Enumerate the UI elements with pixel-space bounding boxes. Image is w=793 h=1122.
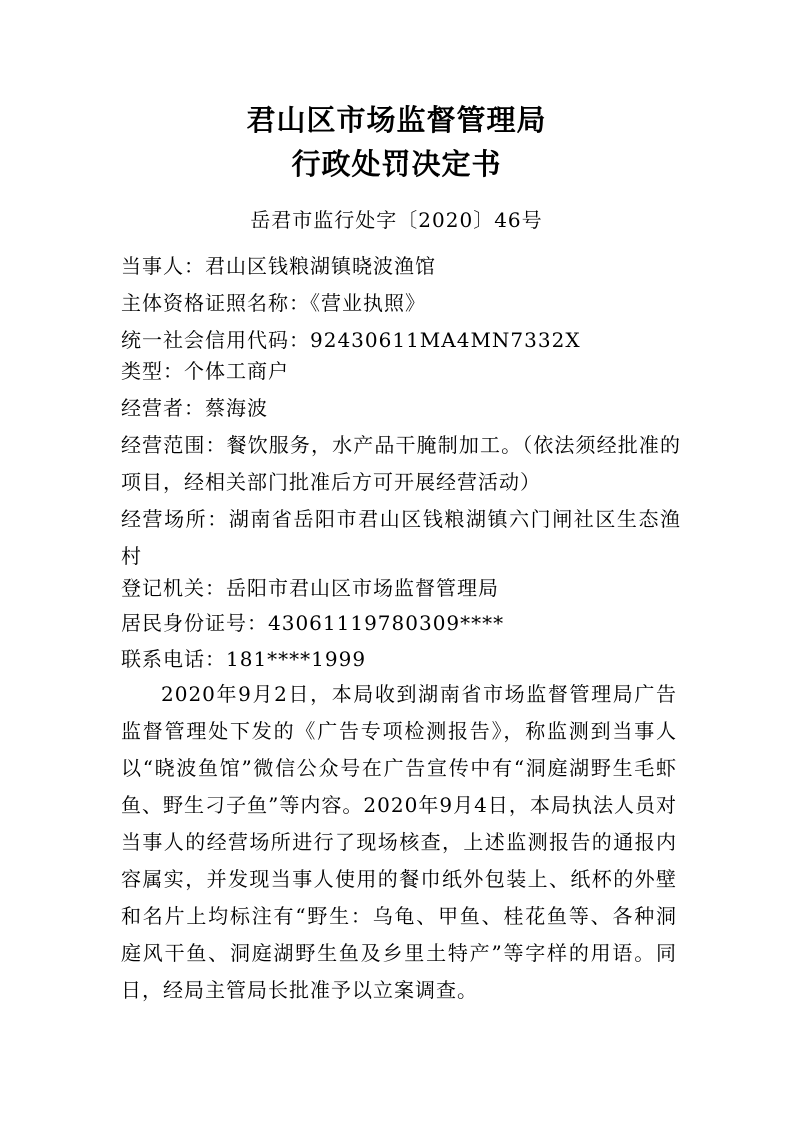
field-id-number-value: 43061119780309**** — [268, 611, 505, 635]
field-party — [121, 248, 681, 285]
field-operator-value: 蔡海波 — [205, 396, 268, 420]
field-phone-label: 联系电话： — [121, 647, 226, 671]
field-type-value: 个体工商户 — [184, 359, 289, 383]
field-party-value: 君山区钱粮湖镇晓波渔馆 — [205, 254, 436, 278]
field-business-scope-value: 餐饮服务，水产品干腌制加工。（依法须经批准的项目，经相关部门批准后方可开展经营活动） — [121, 433, 682, 494]
field-phone-value: 181****1999 — [226, 647, 367, 671]
field-credit-code-label: 统一社会信用代码： — [121, 328, 310, 352]
document-title-type: 行政处罚决定书 — [291, 147, 502, 181]
field-license-name-value: 《营业执照》 — [310, 291, 426, 315]
field-registration-authority — [121, 570, 681, 607]
field-business-place-value: 湖南省岳阳市君山区钱粮湖镇六门闸社区生态渔村 — [121, 507, 682, 568]
field-business-place — [121, 501, 681, 575]
field-id-number-label: 居民身份证号： — [121, 611, 268, 635]
field-registration-authority-label: 登记机关： — [121, 576, 226, 600]
field-phone — [121, 641, 681, 678]
field-type-label: 类型： — [121, 359, 184, 383]
field-credit-code-value: 92430611MA4MN7332X — [310, 328, 581, 352]
document-number: 岳君市监行处字〔2020〕46号 — [250, 208, 543, 232]
field-business-scope — [121, 427, 681, 501]
field-operator — [121, 390, 681, 427]
case-facts-paragraph: 2020年9月2日，本局收到湖南省市场监督管理局广告监督管理处下发的《广告专项检测报告》，称监测到当事人以“晓波鱼馆”微信公众号在广告宣传中有“洞庭湖野生毛虾鱼、野生刁子鱼”等内容。2020年9月4日，本局执法人员对当事人的经营场所进行了现场核查，上述监测报告的通报内容属实，并发现当事人使用的餐巾纸外包装上、纸杯的外壁和名片上均标注有“野生：乌龟、甲鱼、桂花鱼等、各种洞庭风干鱼、洞庭湖野生鱼及乡里土特产”等字样的用语。同日，经局主管局长批准予以立案调查。 — [121, 682, 677, 1002]
field-id-number — [121, 605, 681, 642]
field-party-label: 当事人： — [121, 254, 205, 278]
field-type — [121, 353, 681, 390]
field-registration-authority-value: 岳阳市君山区市场监督管理局 — [226, 576, 499, 600]
field-license-name-label: 主体资格证照名称： — [121, 291, 310, 315]
field-operator-label: 经营者： — [121, 396, 205, 420]
field-business-scope-label: 经营范围： — [121, 433, 227, 457]
field-license-name — [121, 285, 681, 322]
document-title-authority: 君山区市场监督管理局 — [246, 103, 547, 137]
field-business-place-label: 经营场所： — [121, 507, 229, 531]
